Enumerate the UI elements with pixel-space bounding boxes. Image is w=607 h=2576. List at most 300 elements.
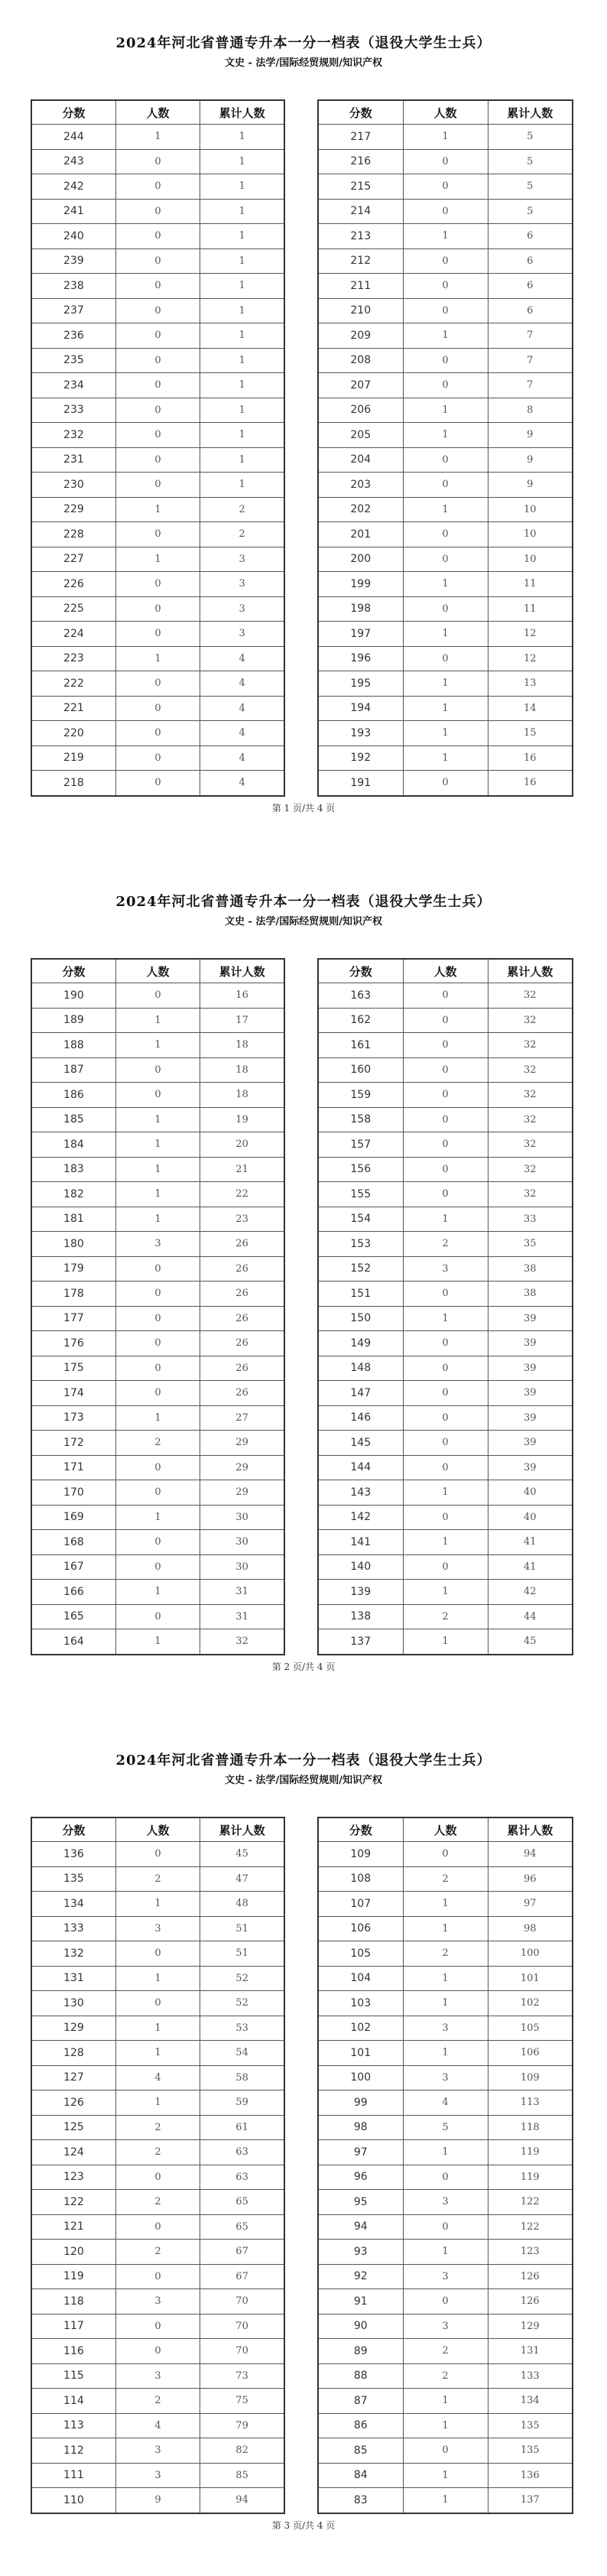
- cumulative-cell: 54: [200, 2041, 284, 2066]
- cumulative-cell: 40: [488, 1505, 573, 1530]
- cumulative-cell: 1: [200, 224, 284, 249]
- column-header-score: 分数: [318, 959, 403, 983]
- cumulative-cell: 23: [200, 1207, 284, 1232]
- score-cell: 230: [31, 473, 115, 498]
- cumulative-cell: 7: [488, 348, 573, 373]
- count-cell: 0: [115, 298, 200, 323]
- score-cell: 119: [31, 2264, 115, 2289]
- score-cell: 243: [31, 149, 115, 174]
- score-cell: 110: [31, 2488, 115, 2513]
- cumulative-cell: 4: [200, 646, 284, 671]
- score-cell: 128: [31, 2041, 115, 2066]
- table-row: [318, 1132, 573, 1158]
- score-cell: 141: [318, 1530, 403, 1555]
- table-row: [318, 771, 573, 796]
- cumulative-cell: 10: [488, 547, 573, 572]
- cumulative-cell: 32: [200, 1629, 284, 1655]
- score-cell: 161: [318, 1033, 403, 1058]
- score-cell: 153: [318, 1232, 403, 1257]
- table-row: [31, 398, 284, 423]
- table-row: [31, 1916, 284, 1941]
- score-cell: 204: [318, 447, 403, 473]
- count-cell: 1: [403, 721, 488, 746]
- score-cell: 213: [318, 224, 403, 249]
- count-cell: 1: [403, 125, 488, 150]
- count-cell: 1: [115, 1008, 200, 1033]
- score-cell: 241: [31, 199, 115, 224]
- cumulative-cell: 126: [488, 2264, 573, 2289]
- cumulative-cell: 29: [200, 1480, 284, 1506]
- cumulative-cell: 32: [488, 1182, 573, 1207]
- score-cell: 163: [318, 983, 403, 1009]
- count-cell: 3: [403, 2314, 488, 2339]
- count-cell: 2: [403, 1866, 488, 1892]
- cumulative-cell: 82: [200, 2438, 284, 2464]
- score-cell: 102: [318, 2016, 403, 2041]
- count-cell: 2: [403, 2363, 488, 2389]
- column-header-cumulative: 累计人数: [200, 1817, 284, 1842]
- count-cell: 0: [115, 1356, 200, 1381]
- count-cell: 0: [115, 1554, 200, 1580]
- count-cell: 0: [115, 447, 200, 473]
- score-cell: 201: [318, 522, 403, 547]
- count-cell: 0: [403, 1182, 488, 1207]
- table-row: [318, 2165, 573, 2190]
- score-cell: 88: [318, 2363, 403, 2389]
- count-cell: 1: [403, 1892, 488, 1917]
- score-table-right: [317, 99, 573, 797]
- score-cell: 85: [318, 2438, 403, 2464]
- cumulative-cell: 63: [200, 2140, 284, 2165]
- table-row: [318, 497, 573, 522]
- score-cell: 209: [318, 323, 403, 349]
- table-row: [318, 398, 573, 423]
- table-row: [31, 447, 284, 473]
- score-cell: 182: [31, 1182, 115, 1207]
- table-row: [318, 1107, 573, 1132]
- table-row: [318, 522, 573, 547]
- score-cell: 186: [31, 1083, 115, 1108]
- column-header-count: 人数: [115, 959, 200, 983]
- count-cell: 1: [115, 1405, 200, 1431]
- cumulative-cell: 1: [200, 348, 284, 373]
- score-cell: 199: [318, 572, 403, 597]
- table-row: [31, 1480, 284, 1506]
- cumulative-cell: 26: [200, 1282, 284, 1307]
- table-row: [31, 2264, 284, 2289]
- column-header-count: 人数: [115, 100, 200, 125]
- column-header-cumulative: 累计人数: [488, 1817, 573, 1842]
- cumulative-cell: 1: [200, 149, 284, 174]
- cumulative-cell: 11: [488, 572, 573, 597]
- table-row: [31, 2240, 284, 2265]
- count-cell: 0: [115, 174, 200, 200]
- score-cell: 184: [31, 1132, 115, 1158]
- score-cell: 138: [318, 1604, 403, 1629]
- column-header-cumulative: 累计人数: [488, 100, 573, 125]
- count-cell: 1: [403, 1629, 488, 1655]
- table-row: [318, 2339, 573, 2364]
- table-row: [31, 1431, 284, 1456]
- table-row: [31, 622, 284, 647]
- score-cell: 224: [31, 622, 115, 647]
- count-cell: 1: [115, 1182, 200, 1207]
- count-cell: 2: [403, 2339, 488, 2364]
- count-cell: 1: [403, 1306, 488, 1331]
- header-row: [318, 1817, 573, 1842]
- cumulative-cell: 39: [488, 1405, 573, 1431]
- count-cell: 2: [115, 2140, 200, 2165]
- score-cell: 165: [31, 1604, 115, 1629]
- count-cell: 1: [403, 572, 488, 597]
- table-row: [31, 373, 284, 398]
- score-cell: 147: [318, 1381, 403, 1406]
- cumulative-cell: 126: [488, 2289, 573, 2315]
- cumulative-cell: 30: [200, 1554, 284, 1580]
- score-cell: 178: [31, 1282, 115, 1307]
- cumulative-cell: 58: [200, 2065, 284, 2090]
- table-row: [318, 2389, 573, 2414]
- cumulative-cell: 118: [488, 2115, 573, 2140]
- count-cell: 1: [403, 398, 488, 423]
- score-cell: 207: [318, 373, 403, 398]
- count-cell: 1: [403, 1580, 488, 1605]
- page-title: 2024年河北省普通专升本一分一档表（退役大学生士兵）: [115, 35, 492, 51]
- score-cell: 179: [31, 1256, 115, 1282]
- score-cell: 175: [31, 1356, 115, 1381]
- table-row: [318, 1554, 573, 1580]
- score-cell: 155: [318, 1182, 403, 1207]
- score-cell: 198: [318, 596, 403, 622]
- score-cell: 126: [31, 2090, 115, 2116]
- table-row: [31, 1331, 284, 1356]
- count-cell: 0: [403, 646, 488, 671]
- table-row: [31, 174, 284, 200]
- score-cell: 222: [31, 671, 115, 697]
- cumulative-cell: 42: [488, 1580, 573, 1605]
- table-row: [31, 771, 284, 796]
- count-cell: 0: [115, 149, 200, 174]
- table-row: [318, 1991, 573, 2016]
- count-cell: 0: [403, 348, 488, 373]
- table-row: [31, 2339, 284, 2364]
- cumulative-cell: 32: [488, 1033, 573, 1058]
- score-cell: 171: [31, 1455, 115, 1480]
- table-row: [318, 2314, 573, 2339]
- count-cell: 0: [115, 596, 200, 622]
- table-row: [31, 1604, 284, 1629]
- cumulative-cell: 101: [488, 1966, 573, 1991]
- table-row: [318, 622, 573, 647]
- score-cell: 120: [31, 2240, 115, 2265]
- score-cell: 90: [318, 2314, 403, 2339]
- count-cell: 3: [115, 1916, 200, 1941]
- score-cell: 235: [31, 348, 115, 373]
- score-cell: 92: [318, 2264, 403, 2289]
- score-cell: 164: [31, 1629, 115, 1655]
- cumulative-cell: 2: [200, 497, 284, 522]
- score-cell: 135: [31, 1866, 115, 1892]
- count-cell: 9: [115, 2488, 200, 2513]
- page-footer: 第 2 页/共 4 页: [271, 1662, 336, 1672]
- count-cell: 1: [115, 1107, 200, 1132]
- count-cell: 3: [115, 2438, 200, 2464]
- cumulative-cell: 4: [200, 746, 284, 771]
- cumulative-cell: 51: [200, 1941, 284, 1967]
- count-cell: 1: [403, 323, 488, 349]
- table-row: [31, 423, 284, 448]
- count-cell: 0: [115, 721, 200, 746]
- count-cell: 2: [115, 2115, 200, 2140]
- column-header-score: 分数: [318, 100, 403, 125]
- cumulative-cell: 129: [488, 2314, 573, 2339]
- score-cell: 167: [31, 1554, 115, 1580]
- count-cell: 0: [403, 983, 488, 1009]
- table-row: [31, 983, 284, 1009]
- score-cell: 189: [31, 1008, 115, 1033]
- table-row: [318, 696, 573, 721]
- cumulative-cell: 44: [488, 1604, 573, 1629]
- score-cell: 220: [31, 721, 115, 746]
- cumulative-cell: 131: [488, 2339, 573, 2364]
- score-cell: 215: [318, 174, 403, 200]
- table-row: [318, 1892, 573, 1917]
- score-cell: 227: [31, 547, 115, 572]
- count-cell: 0: [115, 771, 200, 796]
- table-row: [318, 2264, 573, 2289]
- count-cell: 1: [403, 1916, 488, 1941]
- table-row: [31, 274, 284, 299]
- cumulative-cell: 32: [488, 1057, 573, 1083]
- count-cell: 0: [115, 1306, 200, 1331]
- score-cell: 89: [318, 2339, 403, 2364]
- table-row: [31, 2463, 284, 2488]
- cumulative-cell: 65: [200, 2190, 284, 2215]
- score-cell: 240: [31, 224, 115, 249]
- count-cell: 3: [115, 2363, 200, 2389]
- table-row: [31, 1966, 284, 1991]
- cumulative-cell: 14: [488, 696, 573, 721]
- table-row: [318, 473, 573, 498]
- cumulative-cell: 41: [488, 1530, 573, 1555]
- table-row: [31, 1941, 284, 1967]
- table-row: [31, 199, 284, 224]
- count-cell: 0: [403, 473, 488, 498]
- table-row: [31, 298, 284, 323]
- score-cell: 162: [318, 1008, 403, 1033]
- cumulative-cell: 52: [200, 1991, 284, 2016]
- cumulative-cell: 135: [488, 2438, 573, 2464]
- score-cell: 91: [318, 2289, 403, 2315]
- count-cell: 1: [115, 125, 200, 150]
- cumulative-cell: 45: [200, 1842, 284, 1867]
- cumulative-cell: 97: [488, 1892, 573, 1917]
- count-cell: 0: [115, 249, 200, 274]
- table-row: [318, 1405, 573, 1431]
- count-cell: 0: [403, 1554, 488, 1580]
- score-cell: 219: [31, 746, 115, 771]
- table-row: [318, 572, 573, 597]
- count-cell: 0: [115, 983, 200, 1009]
- table-row: [318, 2363, 573, 2389]
- count-cell: 0: [403, 1505, 488, 1530]
- count-cell: 1: [403, 1966, 488, 1991]
- table-row: [318, 224, 573, 249]
- score-cell: 231: [31, 447, 115, 473]
- table-row: [31, 1892, 284, 1917]
- count-cell: 0: [115, 1256, 200, 1282]
- table-row: [318, 1530, 573, 1555]
- count-cell: 0: [403, 522, 488, 547]
- document-page-1: [0, 0, 607, 859]
- score-cell: 114: [31, 2389, 115, 2414]
- table-row: [318, 1480, 573, 1506]
- count-cell: 0: [115, 1455, 200, 1480]
- score-cell: 233: [31, 398, 115, 423]
- count-cell: 0: [115, 2165, 200, 2190]
- table-row: [31, 1530, 284, 1555]
- cumulative-cell: 7: [488, 323, 573, 349]
- table-row: [318, 1256, 573, 1282]
- cumulative-cell: 96: [488, 1866, 573, 1892]
- cumulative-cell: 39: [488, 1431, 573, 1456]
- cumulative-cell: 2: [200, 522, 284, 547]
- cumulative-cell: 39: [488, 1356, 573, 1381]
- table-row: [318, 983, 573, 1009]
- score-cell: 180: [31, 1232, 115, 1257]
- score-cell: 101: [318, 2041, 403, 2066]
- cumulative-cell: 26: [200, 1381, 284, 1406]
- score-cell: 149: [318, 1331, 403, 1356]
- header-row: [318, 100, 573, 125]
- score-cell: 208: [318, 348, 403, 373]
- count-cell: 0: [403, 249, 488, 274]
- count-cell: 0: [115, 2314, 200, 2339]
- column-header-score: 分数: [31, 959, 115, 983]
- cumulative-cell: 26: [200, 1306, 284, 1331]
- cumulative-cell: 16: [488, 771, 573, 796]
- table-row: [31, 572, 284, 597]
- score-cell: 218: [31, 771, 115, 796]
- score-cell: 206: [318, 398, 403, 423]
- count-cell: 5: [403, 2115, 488, 2140]
- cumulative-cell: 61: [200, 2115, 284, 2140]
- cumulative-cell: 10: [488, 522, 573, 547]
- count-cell: 2: [403, 1232, 488, 1257]
- count-cell: 0: [115, 696, 200, 721]
- table-row: [318, 1381, 573, 1406]
- cumulative-cell: 105: [488, 2016, 573, 2041]
- cumulative-cell: 59: [200, 2090, 284, 2116]
- table-row: [318, 199, 573, 224]
- score-cell: 115: [31, 2363, 115, 2389]
- table-row: [31, 1629, 284, 1655]
- table-row: [318, 1431, 573, 1456]
- table-row: [31, 1207, 284, 1232]
- count-cell: 1: [115, 1132, 200, 1158]
- count-cell: 3: [403, 2190, 488, 2215]
- table-row: [318, 547, 573, 572]
- score-cell: 125: [31, 2115, 115, 2140]
- count-cell: 1: [115, 1157, 200, 1182]
- count-cell: 1: [115, 646, 200, 671]
- cumulative-cell: 29: [200, 1455, 284, 1480]
- cumulative-cell: 20: [200, 1132, 284, 1158]
- table-row: [318, 1008, 573, 1033]
- cumulative-cell: 3: [200, 622, 284, 647]
- score-cell: 173: [31, 1405, 115, 1431]
- score-cell: 170: [31, 1480, 115, 1506]
- cumulative-cell: 5: [488, 199, 573, 224]
- count-cell: 2: [115, 2190, 200, 2215]
- count-cell: 1: [115, 1966, 200, 1991]
- score-cell: 181: [31, 1207, 115, 1232]
- count-cell: 0: [403, 1033, 488, 1058]
- table-row: [31, 1256, 284, 1282]
- cumulative-cell: 70: [200, 2289, 284, 2315]
- table-row: [318, 1083, 573, 1108]
- score-cell: 238: [31, 274, 115, 299]
- table-row: [31, 721, 284, 746]
- count-cell: 3: [403, 2016, 488, 2041]
- table-row: [31, 348, 284, 373]
- count-cell: 0: [115, 348, 200, 373]
- count-cell: 2: [403, 1941, 488, 1967]
- score-cell: 237: [31, 298, 115, 323]
- score-cell: 151: [318, 1282, 403, 1307]
- cumulative-cell: 102: [488, 1991, 573, 2016]
- count-cell: 1: [115, 2041, 200, 2066]
- count-cell: 0: [403, 447, 488, 473]
- count-cell: 2: [115, 2240, 200, 2265]
- score-cell: 109: [318, 1842, 403, 1867]
- count-cell: 1: [403, 1991, 488, 2016]
- table-row: [318, 298, 573, 323]
- score-cell: 228: [31, 522, 115, 547]
- cumulative-cell: 109: [488, 2065, 573, 2090]
- score-cell: 156: [318, 1157, 403, 1182]
- count-cell: 1: [403, 622, 488, 647]
- score-cell: 83: [318, 2488, 403, 2513]
- table-row: [31, 1033, 284, 1058]
- table-row: [318, 2463, 573, 2488]
- cumulative-cell: 106: [488, 2041, 573, 2066]
- page-title: 2024年河北省普通专升本一分一档表（退役大学生士兵）: [115, 1753, 492, 1769]
- cumulative-cell: 9: [488, 473, 573, 498]
- header-row: [318, 959, 573, 983]
- count-cell: 1: [403, 2389, 488, 2414]
- cumulative-cell: 16: [200, 983, 284, 1009]
- score-cell: 177: [31, 1306, 115, 1331]
- cumulative-cell: 70: [200, 2314, 284, 2339]
- count-cell: 0: [115, 1604, 200, 1629]
- cumulative-cell: 94: [200, 2488, 284, 2513]
- table-row: [318, 2438, 573, 2464]
- score-cell: 86: [318, 2413, 403, 2438]
- score-cell: 210: [318, 298, 403, 323]
- score-cell: 99: [318, 2090, 403, 2116]
- cumulative-cell: 123: [488, 2240, 573, 2265]
- table-row: [318, 1866, 573, 1892]
- table-row: [318, 1505, 573, 1530]
- count-cell: 0: [115, 423, 200, 448]
- count-cell: 0: [403, 1356, 488, 1381]
- score-cell: 212: [318, 249, 403, 274]
- table-row: [31, 1157, 284, 1182]
- cumulative-cell: 75: [200, 2389, 284, 2414]
- count-cell: 1: [115, 1505, 200, 1530]
- table-row: [318, 1331, 573, 1356]
